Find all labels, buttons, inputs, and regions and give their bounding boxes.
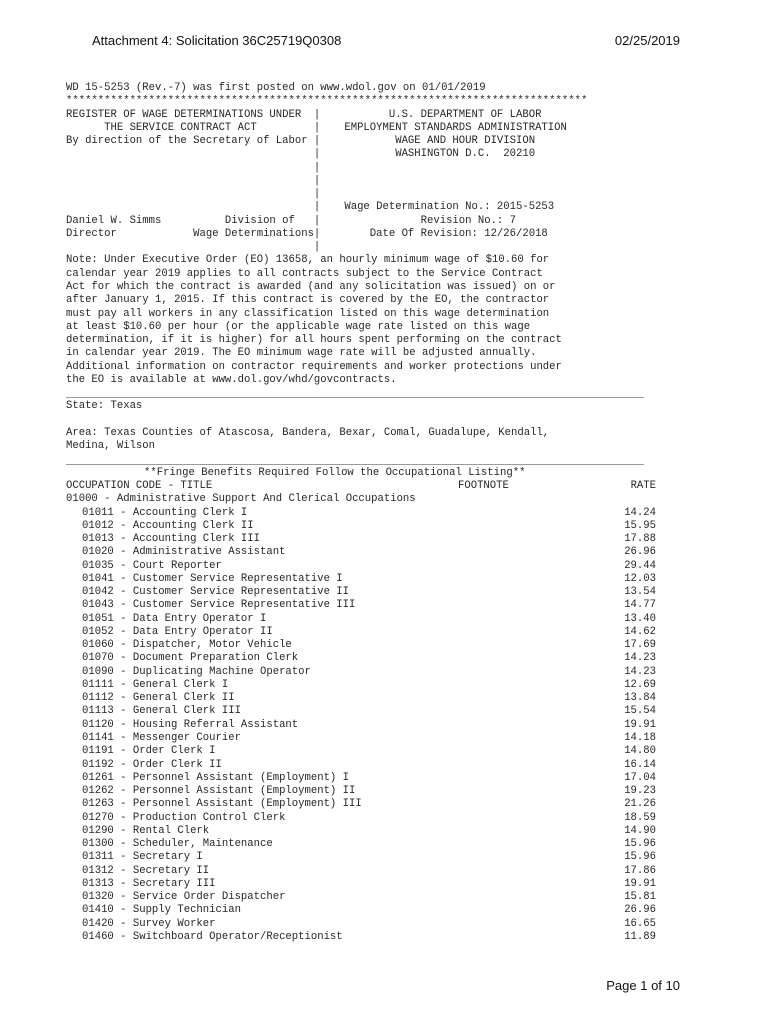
- register-right-line: U.S. DEPARTMENT OF LABOR: [338, 108, 542, 121]
- occupation-title: 01410 - Supply Technician: [82, 904, 241, 917]
- column-header-footnote: FOOTNOTE: [458, 479, 509, 492]
- occupation-title: 01112 - General Clerk II: [82, 692, 235, 705]
- note-line: must pay all workers in any classification listed on this wage determination: [66, 307, 550, 320]
- register-right-line: [338, 175, 656, 188]
- occupation-title: 01060 - Dispatcher, Motor Vehicle: [82, 639, 292, 652]
- page-header-date: 02/25/2019: [614, 33, 680, 48]
- occupation-rate: 19.91: [624, 718, 656, 731]
- occupation-rate: 19.91: [624, 877, 656, 890]
- register-right-line: [338, 188, 656, 201]
- occupation-title: 01070 - Document Preparation Clerk: [82, 652, 299, 665]
- occupation-rate: 19.23: [624, 785, 656, 798]
- occupation-rate: 26.96: [624, 904, 656, 917]
- occupation-rate: 16.14: [624, 758, 656, 771]
- occupation-rate: 14.90: [624, 824, 656, 837]
- column-header-code-title: OCCUPATION CODE - TITLE: [66, 479, 213, 492]
- occupation-title: 01035 - Court Reporter: [82, 559, 222, 572]
- note-line: at least $10.60 per hour (or the applicable wage rate listed on this wage: [66, 320, 531, 333]
- occupation-title: 01041 - Customer Service Representative I: [82, 572, 343, 585]
- occupation-title: 01270 - Production Control Clerk: [82, 811, 286, 824]
- table-row: [66, 931, 656, 944]
- occupation-rate: 15.54: [624, 705, 656, 718]
- divider: [66, 453, 656, 466]
- column-header-rate: RATE: [630, 479, 656, 492]
- note-line: Act for which the contract is awarded (and any solicitation was issued) on or: [66, 280, 556, 293]
- register-right-line: [338, 162, 656, 175]
- table-row: [66, 891, 656, 904]
- occupation-rate: 18.59: [624, 811, 656, 824]
- area-description: [66, 427, 656, 454]
- occupation-rate: 21.26: [624, 798, 656, 811]
- separator-stars: **********************************************************************************: [66, 95, 588, 108]
- table-row: [66, 732, 656, 745]
- occupation-title: 01052 - Data Entry Operator II: [82, 625, 273, 638]
- register-left-line: THE SERVICE CONTRACT ACT |: [66, 121, 321, 134]
- posted-line: WD 15-5253 (Rev.-7) was first posted on www.wdol.gov on 01/01/2019: [66, 82, 486, 94]
- register-header: [66, 109, 656, 255]
- occupation-title: 01011 - Accounting Clerk I: [82, 506, 248, 519]
- page-header-title: Attachment 4: Solicitation 36C25719Q0308: [92, 33, 342, 48]
- occupation-title: 01013 - Accounting Clerk III: [82, 533, 261, 546]
- page-number: Page 1 of 10: [606, 978, 680, 993]
- occupation-rate: 15.81: [624, 891, 656, 904]
- occupation-rate: 26.96: [624, 546, 656, 559]
- note-line: determination, if it is higher) for all hours spent performing on the contract: [66, 334, 562, 347]
- occupation-rate: 13.40: [624, 612, 656, 625]
- occupation-rate: 15.95: [624, 519, 656, 532]
- register-left-line: |: [66, 201, 321, 214]
- table-row: [66, 745, 656, 758]
- occupation-title: 01051 - Data Entry Operator I: [82, 612, 267, 625]
- occupation-rate: 15.96: [624, 838, 656, 851]
- table-row: [66, 626, 656, 639]
- table-row: [66, 904, 656, 917]
- table-row: [66, 705, 656, 718]
- occupation-title: 01262 - Personnel Assistant (Employment) II: [82, 785, 356, 798]
- occupation-rate: 15.96: [624, 851, 656, 864]
- occupation-title: 01312 - Secretary II: [82, 864, 210, 877]
- register-right-column: [338, 109, 656, 255]
- note-line: the EO is available at www.dol.gov/whd/govcontracts.: [66, 373, 397, 386]
- table-row: [66, 520, 656, 533]
- table-row: [66, 692, 656, 705]
- occupation-title: 01020 - Administrative Assistant: [82, 546, 286, 559]
- register-right-line: Revision No.: 7: [338, 214, 517, 227]
- eo-note: [66, 254, 656, 387]
- occupation-title: 01191 - Order Clerk I: [82, 745, 216, 758]
- occupation-rate: 17.04: [624, 771, 656, 784]
- table-row: [66, 560, 656, 573]
- wage-determination-document: [66, 82, 656, 944]
- table-row: [66, 825, 656, 838]
- register-right-line: Wage Determination No.: 2015-5253: [338, 201, 555, 214]
- table-row: [66, 533, 656, 546]
- occupation-title: 01313 - Secretary III: [82, 877, 216, 890]
- occupation-rate: 14.24: [624, 506, 656, 519]
- note-line: Note: Under Executive Order (EO) 13658, an hourly minimum wage of $10.60 for: [66, 254, 550, 267]
- table-row: [66, 865, 656, 878]
- table-row: [66, 573, 656, 586]
- occupation-title: 01090 - Duplicating Machine Operator: [82, 665, 311, 678]
- occupation-rate: 14.77: [624, 599, 656, 612]
- table-row: [66, 613, 656, 626]
- register-left-line: |: [66, 174, 321, 187]
- register-left-line: REGISTER OF WAGE DETERMINATIONS UNDER |: [66, 108, 321, 121]
- register-left-line: |: [66, 161, 321, 174]
- occupation-title: 01263 - Personnel Assistant (Employment) III: [82, 798, 362, 811]
- table-row: [66, 772, 656, 785]
- occupation-rate: 17.69: [624, 639, 656, 652]
- table-row: [66, 878, 656, 891]
- table-row: [66, 586, 656, 599]
- occupation-title: 01012 - Accounting Clerk II: [82, 519, 254, 532]
- occupation-group: 01000 - Administrative Support And Clerical Occupations: [66, 493, 416, 506]
- occupation-list: [66, 507, 656, 945]
- occupation-rate: 12.69: [624, 678, 656, 691]
- area-line: Area: Texas Counties of Atascosa, Bandera, Bexar, Comal, Guadalupe, Kendall,: [66, 426, 550, 439]
- table-row: [66, 507, 656, 520]
- occupation-title: 01290 - Rental Clerk: [82, 824, 210, 837]
- occupation-rate: 14.18: [624, 732, 656, 745]
- note-line: calendar year 2019 applies to all contracts subject to the Service Contract: [66, 267, 543, 280]
- occupation-title: 01460 - Switchboard Operator/Receptionist: [82, 931, 343, 943]
- state-line: State: Texas: [66, 400, 143, 413]
- occupation-title: 01420 - Survey Worker: [82, 917, 216, 930]
- occupation-rate: 13.54: [624, 586, 656, 599]
- occupation-title: 01192 - Order Clerk II: [82, 758, 222, 771]
- register-left-line: |: [66, 148, 321, 161]
- register-left-line: |: [66, 241, 321, 254]
- occupation-title: 01043 - Customer Service Representative III: [82, 599, 356, 612]
- table-row: [66, 812, 656, 825]
- occupation-rate: 11.89: [624, 931, 656, 943]
- table-row: [66, 719, 656, 732]
- note-line: Additional information on contractor requirements and worker protections under: [66, 360, 562, 373]
- occupation-rate: 13.84: [624, 692, 656, 705]
- table-row: [66, 918, 656, 931]
- table-row: [66, 759, 656, 772]
- occupation-rate: 12.03: [624, 572, 656, 585]
- table-row: [66, 851, 656, 864]
- table-row: [66, 639, 656, 652]
- register-right-line: WASHINGTON D.C. 20210: [338, 148, 536, 161]
- register-left-line: Daniel W. Simms Division of |: [66, 214, 321, 227]
- table-row: [66, 838, 656, 851]
- occupation-title: 01141 - Messenger Courier: [82, 732, 241, 745]
- occupation-title: 01111 - General Clerk I: [82, 678, 229, 691]
- note-line: in calendar year 2019. The EO minimum wage rate will be adjusted annually.: [66, 347, 537, 360]
- table-header: [66, 480, 656, 493]
- occupation-title: 01320 - Service Order Dispatcher: [82, 891, 286, 904]
- occupation-title: 01042 - Customer Service Representative II: [82, 586, 350, 599]
- note-line: after January 1, 2015. If this contract is covered by the EO, the contractor: [66, 294, 550, 307]
- register-left-column: [66, 109, 338, 255]
- occupation-title: 01261 - Personnel Assistant (Employment) I: [82, 771, 350, 784]
- register-left-line: Director Wage Determinations|: [66, 227, 321, 240]
- table-row: [66, 652, 656, 665]
- occupation-rate: 17.86: [624, 864, 656, 877]
- table-row: [66, 785, 656, 798]
- fringe-benefits-note: **Fringe Benefits Required Follow the Occupational Listing**: [144, 466, 526, 479]
- table-row: [66, 666, 656, 679]
- table-row: [66, 546, 656, 559]
- register-right-line: Date Of Revision: 12/26/2018: [338, 227, 548, 240]
- occupation-rate: 14.23: [624, 665, 656, 678]
- occupation-rate: 17.88: [624, 533, 656, 546]
- occupation-title: 01113 - General Clerk III: [82, 705, 241, 718]
- occupation-title: 01300 - Scheduler, Maintenance: [82, 838, 273, 851]
- occupation-rate: 29.44: [624, 559, 656, 572]
- register-left-line: By direction of the Secretary of Labor |: [66, 135, 321, 148]
- register-right-line: WAGE AND HOUR DIVISION: [338, 135, 536, 148]
- occupation-rate: 16.65: [624, 917, 656, 930]
- register-right-line: EMPLOYMENT STANDARDS ADMINISTRATION: [338, 121, 567, 134]
- register-left-line: |: [66, 188, 321, 201]
- occupation-title: 01120 - Housing Referral Assistant: [82, 718, 299, 731]
- table-row: [66, 679, 656, 692]
- register-right-line: [338, 241, 656, 254]
- occupation-title: 01311 - Secretary I: [82, 851, 203, 864]
- occupation-rate: 14.62: [624, 625, 656, 638]
- occupation-rate: 14.23: [624, 652, 656, 665]
- occupation-rate: 14.80: [624, 745, 656, 758]
- divider: [66, 387, 656, 400]
- area-line: Medina, Wilson: [66, 440, 156, 453]
- table-row: [66, 798, 656, 811]
- table-row: [66, 599, 656, 612]
